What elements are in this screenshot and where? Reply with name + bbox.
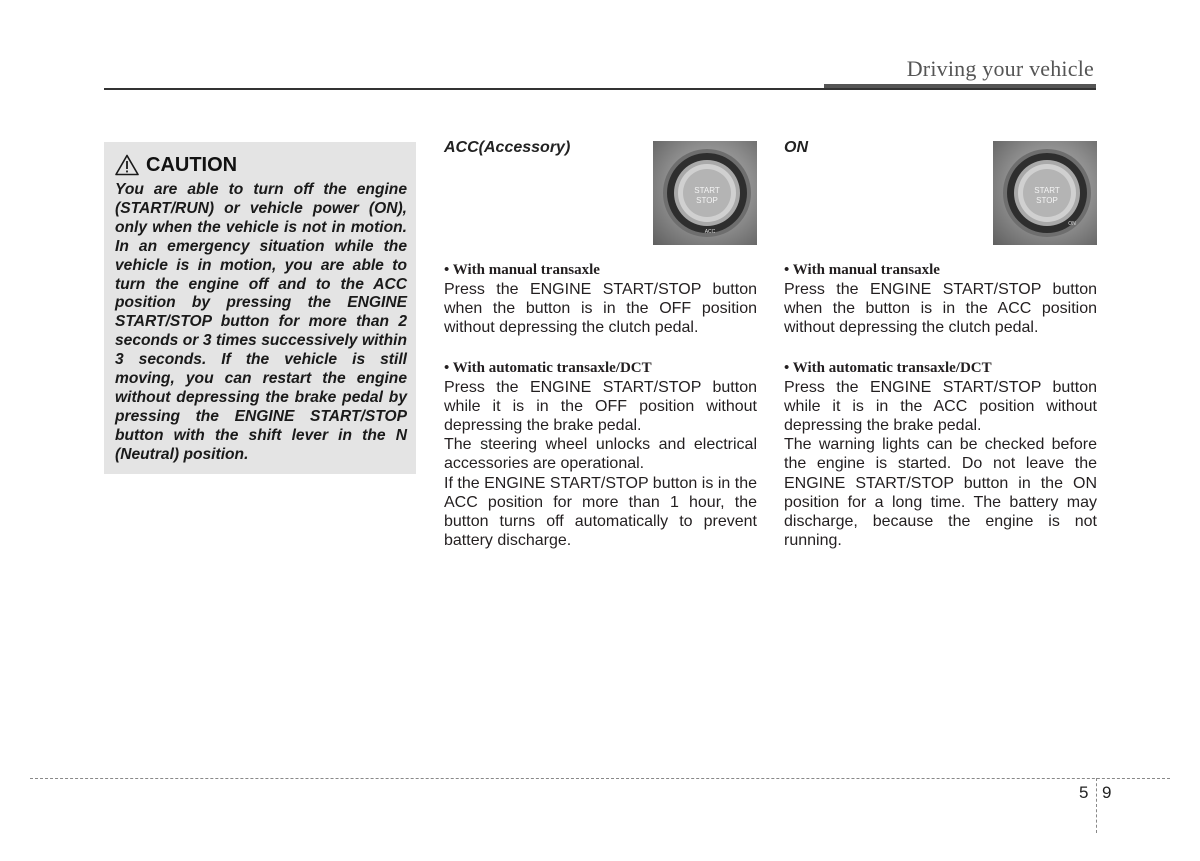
- on-section-title: ON: [784, 139, 808, 156]
- on-start-stop-button-image: [993, 141, 1097, 245]
- start-stop-button-icon: [993, 141, 1097, 245]
- on-auto-heading: • With automatic transaxle/DCT: [784, 359, 992, 376]
- on-note-warning-lights: The warning lights can be checked before the engine is started. Do not leave the ENGINE START/STOP button in the ON position for a long time. The battery may discharge, because the engine is not running.: [784, 436, 1097, 550]
- page-number: 9: [1102, 783, 1112, 802]
- acc-indicator-label: ACC: [704, 229, 716, 235]
- acc-auto-text: Press the ENGINE START/STOP button while it is in the OFF position without depressing the brake pedal.: [444, 378, 757, 435]
- footer-divider: [1096, 778, 1097, 833]
- acc-button-label-start: START: [694, 186, 720, 195]
- acc-section-title: ACC(Accessory): [444, 139, 571, 156]
- chapter-number: 5: [1079, 783, 1089, 802]
- caution-box: [104, 142, 416, 474]
- caution-header: [115, 152, 407, 178]
- acc-manual-heading: • With manual transaxle: [444, 262, 600, 278]
- acc-manual-text: Press the ENGINE START/STOP button when the button is in the OFF position without depressing the clutch pedal.: [444, 281, 757, 337]
- acc-note-steering: The steering wheel unlocks and electrical accessories are operational.: [444, 436, 757, 473]
- acc-button-label-stop: STOP: [696, 196, 718, 205]
- acc-start-stop-button-image: [653, 141, 757, 245]
- on-button-label-stop: STOP: [1036, 196, 1058, 205]
- on-indicator-label: ON: [1068, 221, 1076, 227]
- on-auto-text: Press the ENGINE START/STOP button while it is in the ACC position without depressing the brake pedal.: [784, 378, 1097, 435]
- header-rule: [104, 88, 1096, 90]
- acc-section: [444, 137, 757, 550]
- on-manual-text: Press the ENGINE START/STOP button when the button is in the ACC position without depressing the clutch pedal.: [784, 281, 1097, 337]
- acc-note-timeout: If the ENGINE START/STOP button is in the ACC position for more than 1 hour, the button turns off automatically to prevent battery discharge.: [444, 474, 757, 550]
- acc-auto-heading: • With automatic transaxle/DCT: [444, 359, 652, 376]
- caution-title: CAUTION: [146, 153, 238, 176]
- on-section: [784, 137, 1097, 550]
- warning-triangle-icon: [115, 154, 139, 176]
- caution-text: You are able to turn off the engine (START/RUN) or vehicle power (ON), only when the vehicle is not in motion. In an emergency situation while the vehicle is in motion, you are able to turn the engine off and to the ACC position by pressing the ENGINE START/STOP button for more than 2 seconds or 3 times successively within 3 seconds. If the vehicle is still moving, you can restart the engine without depressing the brake pedal by pressing the ENGINE START/STOP button with the shift lever in the N (Neutral) position.: [115, 181, 407, 463]
- start-stop-button-icon: [653, 141, 757, 245]
- footer-rule: [30, 778, 1170, 779]
- on-button-label-start: START: [1034, 186, 1060, 195]
- page-header-title: Driving your vehicle: [906, 56, 1094, 81]
- on-manual-heading: • With manual transaxle: [784, 262, 940, 278]
